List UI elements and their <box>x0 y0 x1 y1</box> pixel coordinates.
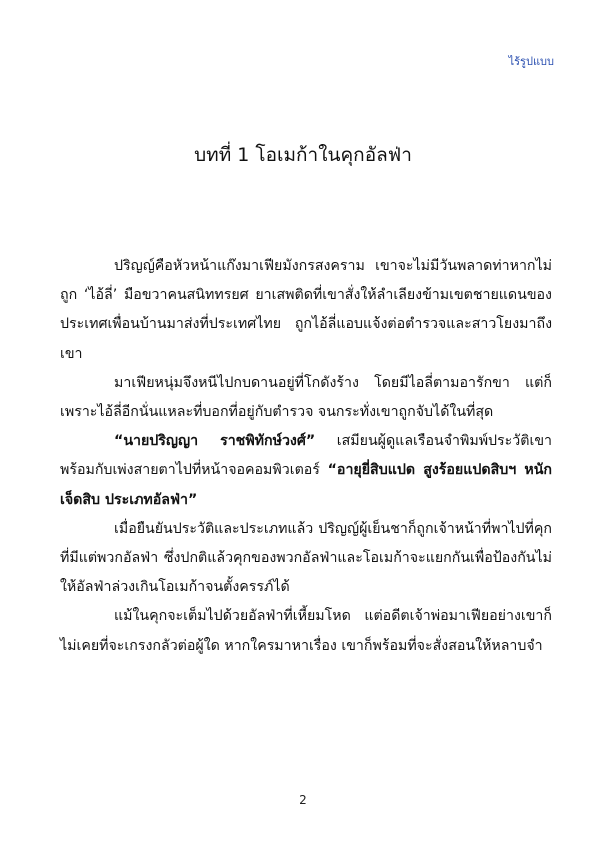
paragraph-3-text: เสมียนผู้ดูแลเรือนจำพิมพ์ประวัติเขาพร้อมกับเพ่งสายตาไปที่หน้าจอคอมพิวเตอร์ <box>60 433 552 479</box>
prisoner-name: “นายปริญญา ราชพิทักษ์วงศ์” <box>114 433 316 450</box>
prisoner-details: “อายุยี่สิบแปด สูงร้อยแปดสิบฯ หนักเจ็ดสิบ ประเภทอัลฟ่า” <box>60 462 552 508</box>
body-text <box>60 252 552 661</box>
header-note: ไร้รูปแบบ <box>508 55 554 68</box>
paragraph-1: ปริญญ์คือหัวหน้าแก๊งมาเฟียมังกรสงคราม เขาจะไม่มีวันพลาดท่าหากไม่ถูก ‘ไอ้ลี่’ มือขวาคนสนิททรยศ ยาเสพติดที่เขาสั่งให้ลำเลียงข้ามเขตชายแดนของประเทศเพื่อนบ้านมาส่งที่ประเทศไทย ถูกไอ้ลี่แอบแจ้งต่อตำรวจและสาวโยงมาถึงเขา <box>60 258 552 362</box>
paragraph-5: แม้ในคุกจะเต็มไปด้วยอัลฟ่าที่เหี้ยมโหด แต่อดีตเจ้าพ่อมาเฟียอย่างเขาก็ไม่เคยที่จะเกรงกลัวต่อผู้ใด หากใครมาหาเรื่อง เขาก็พร้อมที่จะสั่งสอนให้หลาบจำ <box>60 608 552 654</box>
paragraph-3 <box>60 427 552 515</box>
page-number: 2 <box>299 793 307 807</box>
chapter-title: บทที่ 1 โอเมก้าในคุกอัลฟ่า <box>194 144 412 166</box>
paragraph-2: มาเฟียหนุ่มจึงหนีไปกบดานอยู่ที่โกดังร้าง โดยมีไอลี่ตามอารักขา แต่ก็เพราะไอ้ลี่อีกนั่นแหละที่บอกที่อยู่กับตำรวจ จนกระทั่งเขาถูกจับได้ในที่สุด <box>60 374 552 421</box>
paragraph-4: เมื่อยืนยันประวัติและประเภทแล้ว ปริญญ์ผู้เย็นชาก็ถูกเจ้าหน้าที่พาไปที่คุกที่มีแต่พวกอัลฟ่า ซึ่งปกติแล้วคุกของพวกอัลฟ่าและโอเมก้าจะแยกกันเพื่อป้องกันไม่ให้อัลฟ่าล่วงเกินโอเมก้าจนตั้งครรภ์ได้ <box>60 520 552 596</box>
